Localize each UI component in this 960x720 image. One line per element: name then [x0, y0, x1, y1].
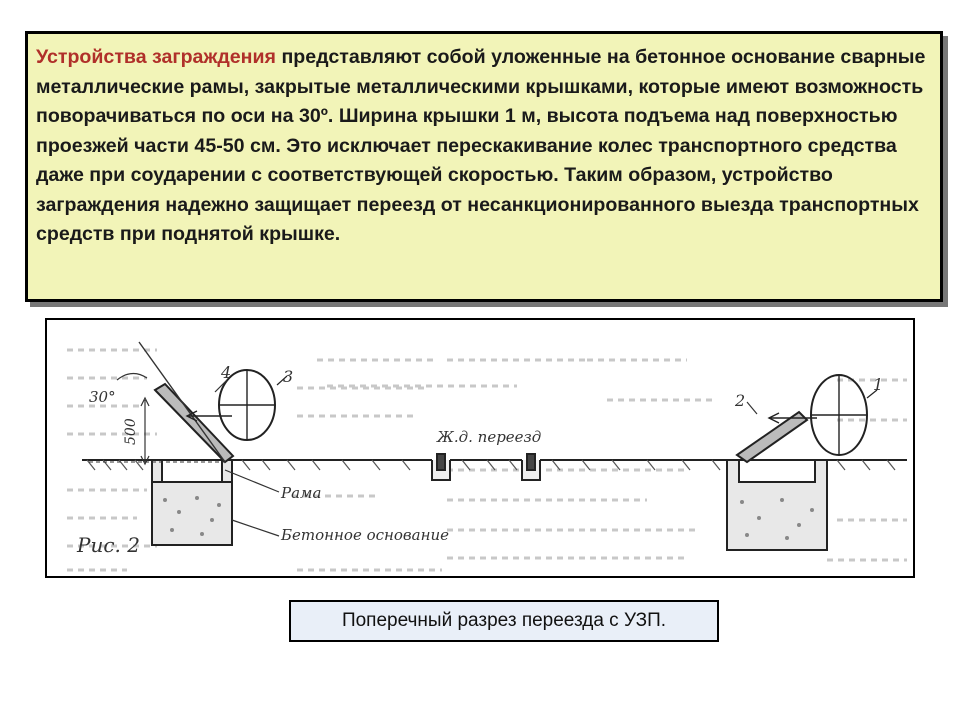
description-body: представляют собой уложенные на бетонное основание сварные металлические рамы, закрытые металлическими крышками, которые имеют возможность поворачиваться по оси на 30º. Ширина крышки 1 м, высота подъема над поверхностью проезжей части 45-50 см. Это исключает перескакивание колес транспортного средства даже при соударении с соответствующей скоростью. Таким образом, устройство заграждения надежно защищает переезд от несанкционированного выезда транспортных средств при поднятой крышке. — [36, 46, 926, 245]
label-1: 1 — [873, 375, 884, 394]
description-lead: Устройства заграждения — [36, 46, 276, 68]
cross-section-figure — [45, 318, 915, 578]
cross-section-drawing — [47, 320, 915, 578]
description-box — [25, 31, 943, 302]
label-3: 3 — [283, 367, 294, 386]
left-barrier-pit — [152, 460, 232, 545]
label-leaders — [215, 380, 757, 536]
concrete-base-label: Бетонное основание — [281, 526, 450, 544]
height-label: 500 — [123, 418, 139, 445]
label-2: 2 — [735, 391, 746, 410]
right-barrier-pit — [727, 460, 827, 550]
right-wheel — [769, 375, 877, 455]
figure-caption: Поперечный разрез переезда с УЗП. — [289, 600, 719, 642]
figure-number-label: Рис. 2 — [77, 533, 140, 557]
rail-grooves — [432, 454, 540, 480]
frame-label: Рама — [281, 484, 322, 502]
label-4: 4 — [221, 363, 232, 382]
angle-label: 30° — [89, 388, 116, 406]
crossing-label: Ж.д. переезд — [437, 428, 542, 446]
